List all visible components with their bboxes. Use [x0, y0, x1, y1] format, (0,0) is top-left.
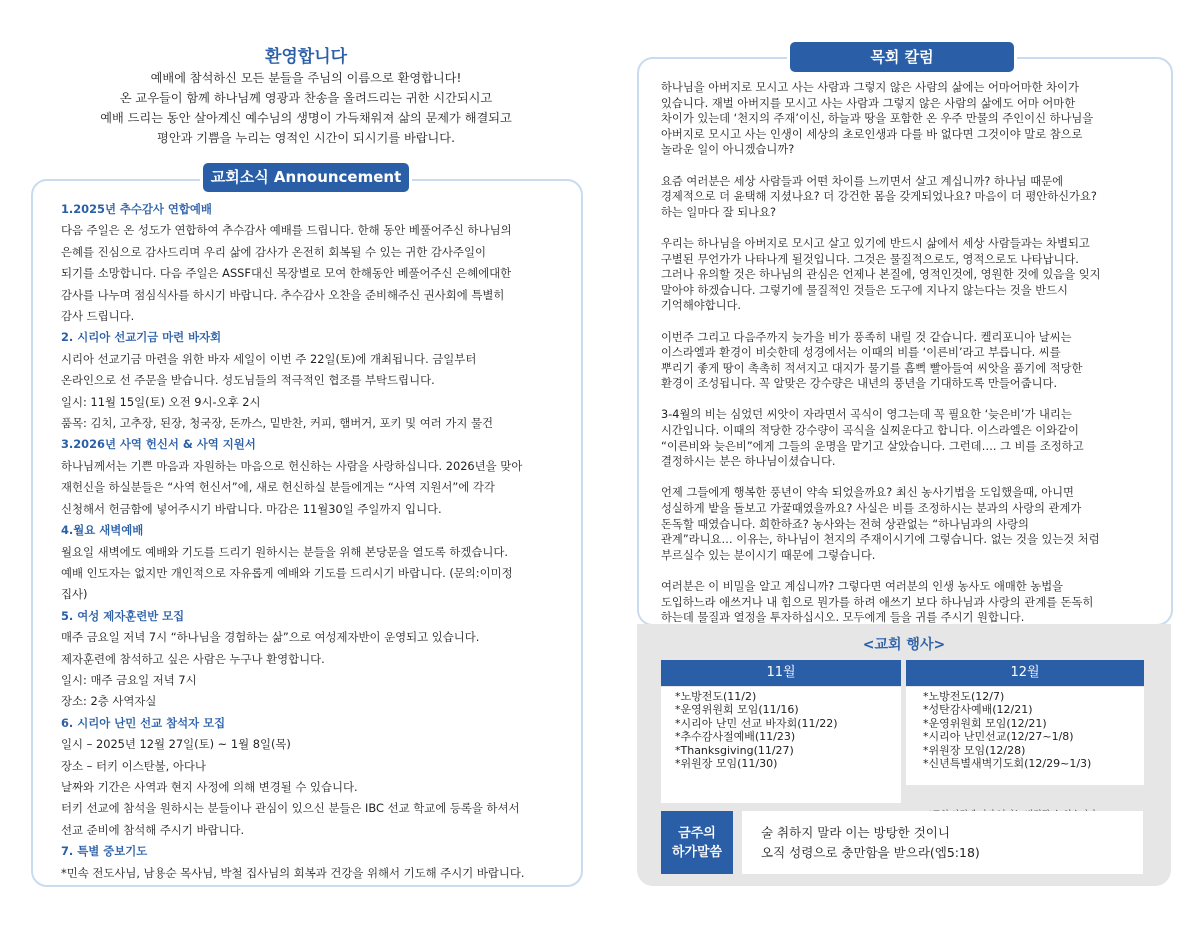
announcement-line: 되기를 소망합니다. 다음 주일은 ASSF대신 목장별로 모여 한해동안 베풀어주신 은혜에대한: [61, 266, 512, 281]
column-line: 결정하시는 분은 하나님이셨습니다.: [661, 455, 836, 469]
column-line: 시간입니다. 이때의 적당한 강수량이 곡식을 실찌운다고 합니다. 이스라엘은 이와같이: [661, 424, 1079, 438]
announcement-line: *민속 전도사님, 남용순 목사님, 박철 집사님의 회복과 건강을 위해서 기도해 주시기 바랍니다.: [61, 865, 525, 880]
column-line: 부르실수 있는 분이시기 때문에 그렇습니다.: [661, 548, 876, 562]
column-line: “이른비와 늦은비”에게 그들의 운명을 맡기고 살았습니다. 그런데…. 그 비를 조정하고: [661, 439, 1084, 453]
verse-label: [661, 811, 733, 874]
event-item: *추수감사절예배(11/23): [675, 730, 796, 744]
column-line: 말아야 하겠습니다. 그렇기에 물질적인 것들은 도구에 지나지 않는다는 것을 반드시: [661, 283, 1068, 297]
announcement-line: 월요일 새벽에도 예배와 기도를 드리기 원하시는 분들을 위해 본당문을 열도록 하겠습니다.: [61, 544, 508, 559]
column-line: 하는데 물질과 열정을 투자하십시오. 모두에게 들을 귀를 주시기 원합니다.: [661, 611, 1025, 625]
announcement-heading: 5. 여성 제자훈련반 모집: [61, 608, 185, 623]
column-line: 경제적으로 더 윤택해 지셨나요? 더 강건한 몸을 갖게되었나요? 마음이 더 평안하신가요?: [661, 190, 1097, 204]
column-line: 여러분은 이 비밀을 알고 계십니까? 그렇다면 여러분의 인생 농사도 애매한 농법을: [661, 580, 1064, 593]
column-line: 환경이 조성됩니다. 꼭 알맞은 강수량은 내년의 풍년을 기대하도록 만들어줍니다.: [661, 377, 1058, 391]
event-item: *시리아 난민선교(12/27~1/8): [923, 730, 1074, 744]
column-line: 하나님을 아버지로 모시고 사는 사람과 그렇지 않은 사람의 삶에는 어마어마한 차이가: [661, 81, 1079, 94]
verse-line: 술 취하지 말라 이는 방탕한 것이니: [761, 825, 950, 840]
event-item: *노방전도(11/2): [675, 690, 757, 703]
event-item: *시리아 난민 선교 바자회(11/22): [675, 716, 838, 730]
announcement-line: 선교 준비에 참석해 주시기 바랍니다.: [61, 822, 245, 837]
column-paragraph: [661, 80, 1151, 158]
column-line: 3-4월의 비는 심었던 씨앗이 자라면서 곡식이 영그는데 꼭 필요한 ‘늦은비’가 내리는: [661, 408, 1072, 422]
welcome-title: 환영합니다: [264, 47, 348, 67]
column-line: 있습니다. 재벌 아버지를 모시고 사는 사람과 그렇지 않은 사람의 삶에도 어마 어마한: [661, 96, 1076, 110]
event-item: *Thanksgiving(11/27): [675, 743, 794, 757]
announcement-line: 터키 선교에 참석을 원하시는 분들이나 관심이 있으신 분들은 IBC 선교 학교에 등록을 하셔서: [61, 801, 520, 816]
announcement-heading: 2. 시리아 선교기금 마련 바자회: [61, 330, 222, 345]
announcement-heading: 3.2026년 사역 헌신서 & 사역 지원서: [61, 437, 256, 452]
verse-line: 오직 성령으로 충만함을 받으라(엡5:18): [761, 845, 980, 860]
column-paragraph: [661, 485, 1151, 563]
column-line: 우리는 하나님을 아버지로 모시고 살고 있기에 반드시 삶에서 세상 사람들과는 차별되고: [661, 236, 1090, 250]
column-line: 차이가 있는데 ‘천지의 주재’이신, 하늘과 땅을 포함한 온 우주 만물의 주인이신 하나님을: [661, 112, 1094, 126]
announcement-title: 교회소식 Announcement: [203, 163, 409, 192]
announcement-line: 일시: 11월 15일(토) 오전 9시-오후 2시: [61, 394, 261, 409]
event-item: *신년특별새벽기도회(12/29~1/3): [923, 757, 1092, 771]
events-title: <교회 행사>: [862, 637, 946, 653]
announcement-line: 장소 – 터키 이스탄불, 아다나: [61, 758, 206, 773]
column-paragraph: [661, 330, 1151, 392]
announcement-line: 일시: 매주 금요일 저녁 7시: [61, 672, 197, 687]
announcement-line: 시리아 선교기금 마련을 위한 바자 세일이 이번 주 22일(토)에 개최됩니다. 금일부터: [61, 351, 477, 366]
verse-label-line: 금주의: [678, 825, 716, 841]
announcement-line: 다음 주일은 온 성도가 연합하여 추수감사 예배를 드립니다. 한해 동안 베풀어주신 하나님의: [61, 223, 512, 238]
announcement-line: 제자훈련에 참석하고 싶은 사람은 누구나 환영합니다.: [61, 651, 325, 666]
announcement-line: 온라인으로 선 주문을 받습니다. 성도님들의 적극적인 협조를 부탁드립니다.: [61, 373, 435, 388]
announcement-line: 예배 인도자는 없지만 개인적으로 자유롭게 예배와 기도를 드리시기 바랍니다. (문의:이미정: [61, 565, 513, 580]
event-item: *운영위원회 모임(12/21): [923, 716, 1047, 730]
pastor-column-title: 목회 칼럼: [790, 42, 1014, 72]
column-line: 언제 그들에게 행복한 풍년이 약속 되었을까요? 최신 농사기법을 도입했을때, 아니면: [661, 486, 1074, 500]
november-header: 11월: [661, 660, 901, 686]
column-paragraph: [661, 236, 1151, 314]
column-line: 놀라운 일이 아니겠습니까?: [661, 143, 795, 157]
welcome-line: 평안과 기쁨을 누리는 영적인 시간이 되시기를 바랍니다.: [157, 131, 455, 145]
column-line: 아버지로 모시고 사는 인생이 세상의 초로인생과 다를 바 없다면 그것이야 말로 참으로: [661, 127, 1083, 141]
announcement-line: 품목: 김치, 고추장, 된장, 청국장, 돈까스, 밑반찬, 커피, 햄버거, 포키 및 여러 가지 물건: [61, 416, 493, 431]
event-item: *위원장 모임(11/30): [675, 757, 778, 771]
column-line: 요즘 여러분은 세상 사람들과 어떤 차이를 느끼면서 살고 계십니까? 하나님 때문에: [661, 174, 1064, 188]
announcement-line: 날짜와 기간은 사역과 현지 사정에 의해 변경될 수 있습니다.: [61, 779, 358, 794]
event-item: *노방전도(12/7): [923, 690, 1005, 703]
column-line: 기억해야합니다.: [661, 299, 741, 313]
column-paragraph: [661, 174, 1151, 221]
announcement-line: 감사를 나누며 점심식사를 하시기 바랍니다. 추수감사 오찬을 준비해주신 권사회에 특별히: [61, 287, 505, 302]
announcement-line: 매주 금요일 저녁 7시 “하나님을 경험하는 삶”으로 여성제자반이 운영되고 있습니다.: [61, 630, 480, 645]
announcement-content: [61, 199, 566, 884]
column-line: 이번주 그리고 다음주까지 늦가을 비가 풍족히 내릴 것 같습니다. 켈리포니아 날씨는: [661, 330, 1072, 344]
announcement-heading: 1.2025년 추수감사 연합예배: [61, 202, 212, 216]
verse-label-line: 하가말씀: [671, 844, 723, 860]
announcement-heading: 6. 시리아 난민 선교 참석자 모집: [61, 715, 226, 730]
column-paragraph: [661, 407, 1151, 469]
announcement-line: 일시 – 2025년 12월 27일(토) ~ 1월 8일(목): [61, 737, 291, 752]
event-item: *성탄감사예배(12/21): [923, 703, 1033, 717]
december-events: [906, 687, 1144, 785]
event-item: *운영위원회 모임(11/16): [675, 703, 799, 717]
announcement-line: 은혜를 진심으로 감사드리며 우리 삶에 감사가 온전히 회복될 수 있는 귀한 감사주일이: [61, 244, 486, 259]
announcement-line: 재헌신을 하실분들은 “사역 헌신서”에, 새로 헌신하실 분들에게는 “사역 지원서”에 각각: [61, 480, 495, 495]
welcome-line: 예배에 참석하신 모든 분들을 주님의 이름으로 환영합니다!: [150, 71, 462, 85]
column-line: 그러나 유의할 것은 하나님의 관심은 언제나 본질에, 영적인것에, 영원한 것에 있음을 잊지: [661, 268, 1101, 282]
november-events: [661, 687, 901, 803]
announcement-line: 장소: 2층 사역자실: [61, 694, 157, 709]
announcement-line: 집사): [61, 587, 88, 602]
welcome-line: 온 교우들이 함께 하나님께 영광과 찬송을 올려드리는 귀한 시간되시고: [119, 91, 493, 105]
column-line: 돈독할 때였습니다. 희한하죠? 농사와는 전혀 상관없는 “하나님과의 사랑의: [661, 517, 1029, 531]
column-line: 구별된 무언가가 나타나게 될것입니다. 그것은 물질적으로도, 영적으로도 나타납니다.: [661, 252, 1079, 266]
column-line: 성실하게 밭을 돌보고 가꿀때였을까요? 사실은 비를 조정하시는 분과의 사랑의 관계가: [661, 502, 1082, 516]
column-paragraph: [661, 579, 1151, 626]
welcome-message: [30, 68, 582, 148]
column-line: 하는 일마다 잘 되나요?: [661, 205, 776, 219]
verse-text: [742, 811, 1143, 874]
announcement-line: 감사 드립니다.: [61, 309, 135, 324]
announcement-heading: 4.월요 새벽예배: [61, 523, 144, 538]
december-header: 12월: [906, 660, 1144, 686]
column-line: 도입하느라 애쓰거나 내 힘으로 뭔가를 하려 애쓰기 보다 하나님과 사랑의 관계를 돈독히: [661, 595, 1094, 609]
column-line: 이스라엘과 환경이 비슷한데 성경에서는 이때의 비를 ‘이른비’라고 부릅니다. 씨를: [661, 346, 1061, 360]
event-item: *위원장 모임(12/28): [923, 743, 1026, 757]
column-line: 뿌리기 좋게 땅이 촉촉히 적셔지고 대지가 물기를 흠뻑 빨아들여 씨앗을 품기에 적당한: [661, 361, 1083, 375]
announcement-heading: 7. 특별 중보기도: [61, 844, 148, 859]
pastor-column-content: [661, 80, 1151, 641]
announcement-line: 신청해서 헌금함에 넣어주시기 바랍니다. 마감은 11월30일 주일까지 입니다.: [61, 501, 442, 516]
welcome-line: 예배 드리는 동안 살아계신 예수님의 생명이 가득채워져 삶의 문제가 해결되고: [100, 111, 512, 125]
column-line: 관계”라니요… 이유는, 하나님이 천지의 주재이시기에 그렇습니다. 없는 것을 있는것 처럼: [661, 533, 1100, 547]
announcement-line: 하나님께서는 기쁜 마음과 자원하는 마음으로 헌신하는 사람을 사랑하십니다. 2026년을 맞아: [61, 458, 523, 473]
